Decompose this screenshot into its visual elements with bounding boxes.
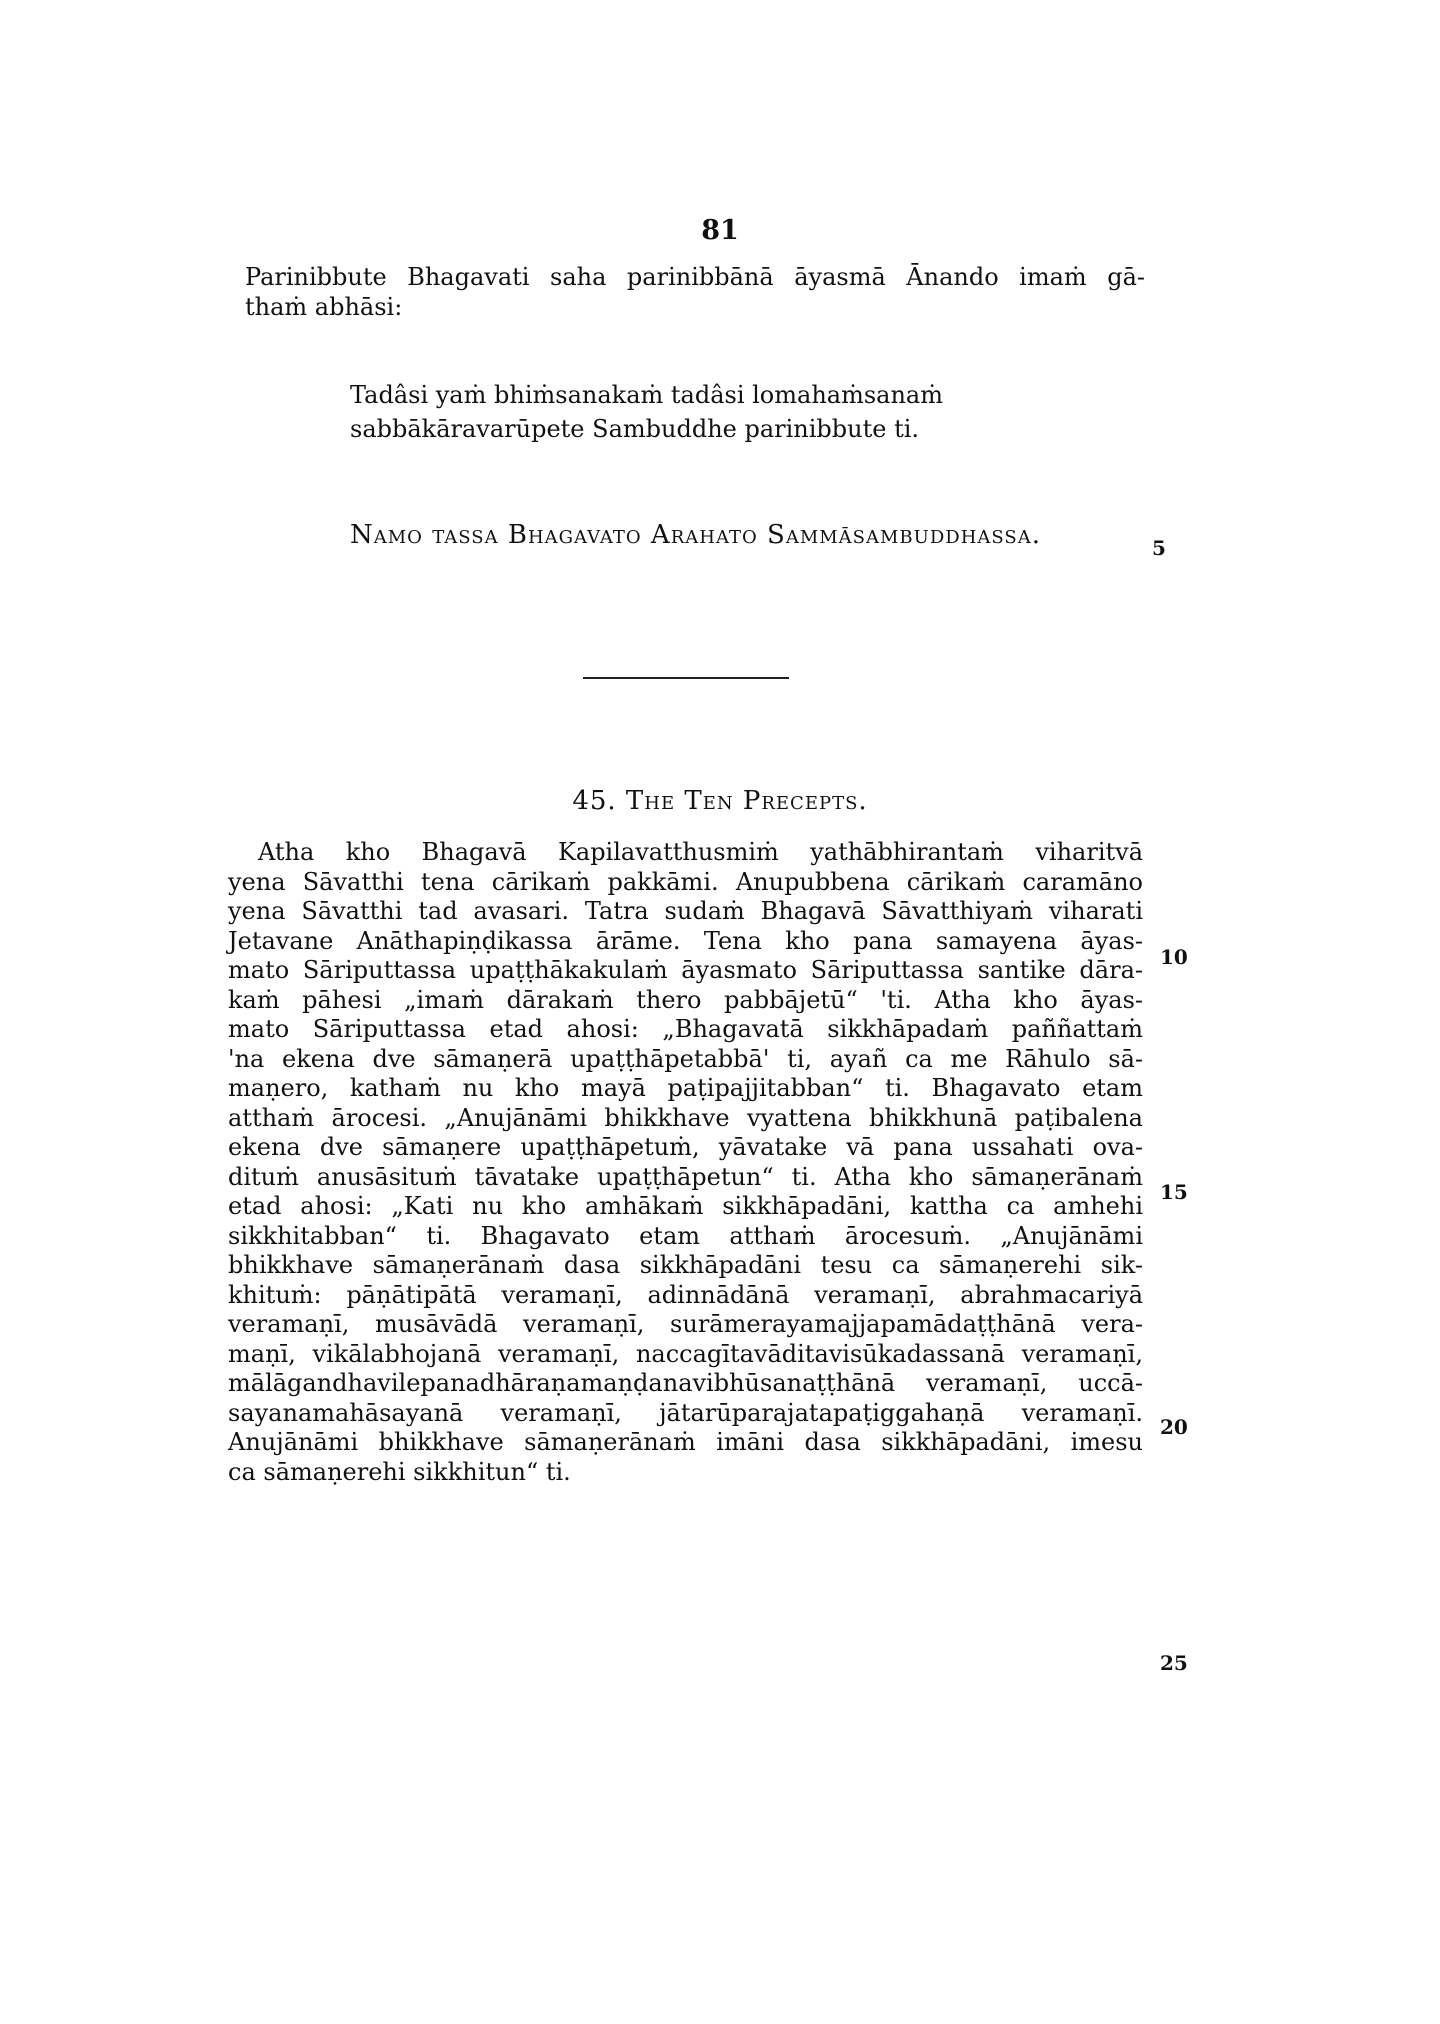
verse-line: sabbākāravarūpete Sambuddhe parinibbute ti. <box>350 415 920 443</box>
page-number: 81 <box>701 215 739 246</box>
body-paragraph <box>228 838 1143 1487</box>
body-line: Anujānāmi bhikkhave sāmaṇerānaṁ imāni dasa sikkhāpadāni, imesu <box>228 1428 1143 1456</box>
body-line: ca sāmaṇerehi sikkhitun“ ti. <box>228 1457 571 1486</box>
body-line: veramaṇī, musāvādā veramaṇī, surāmerayamajjapamādaṭṭhānā vera- <box>228 1310 1143 1338</box>
intro-paragraph <box>245 262 1145 322</box>
body-line: mālāgandhavilepanadhāraṇamaṇḍanavibhūsanaṭṭhānā veramaṇī, uccā- <box>228 1369 1143 1397</box>
line-number-20: 20 <box>1160 1415 1188 1439</box>
body-line: yena Sāvatthi tad avasari. Tatra sudaṁ Bhagavā Sāvatthiyaṁ viharati <box>228 897 1143 925</box>
line-number-5: 5 <box>1152 536 1166 560</box>
intro-line: thaṁ abhāsi: <box>245 293 403 321</box>
body-line: yena Sāvatthi tena cārikaṁ pakkāmi. Anupubbena cārikaṁ caramāno <box>228 867 1143 896</box>
body-line: 'na ekena dve sāmaṇerā upaṭṭhāpetabbā' ti, ayañ ca me Rāhulo sā- <box>228 1044 1143 1073</box>
intro-line: Parinibbute Bhagavati saha parinibbānā āyasmā Ānando imaṁ gā- <box>245 263 1145 291</box>
body-line: dituṁ anusāsituṁ tāvatake upaṭṭhāpetun“ ti. Atha kho sāmaṇerānaṁ <box>228 1162 1143 1191</box>
body-line: sayanamahāsayanā veramaṇī, jātarūparajatapaṭiggahaṇā veramaṇī. <box>228 1398 1143 1427</box>
body-line: maṇero, kathaṁ nu kho mayā paṭipajjitabban“ ti. Bhagavato etam <box>228 1074 1143 1102</box>
body-line: Jetavane Anāthapiṇḍikassa ārāme. Tena kho pana samayena āyas- <box>228 926 1143 955</box>
line-number-10: 10 <box>1160 945 1188 969</box>
body-line: Atha kho Bhagavā Kapilavatthusmiṁ yathābhirantaṁ viharitvā <box>258 838 1143 866</box>
section-divider <box>583 677 789 679</box>
section-heading: 45. The Ten Precepts. <box>572 786 868 816</box>
body-line: etad ahosi: „Kati nu kho amhākaṁ sikkhāpadāni, kattha ca amhehi <box>228 1192 1143 1220</box>
body-line: mato Sāriputtassa etad ahosi: „Bhagavatā sikkhāpadaṁ paññattaṁ <box>228 1015 1143 1043</box>
body-line: bhikkhave sāmaṇerānaṁ dasa sikkhāpadāni tesu ca sāmaṇerehi sik- <box>228 1251 1143 1279</box>
body-line: kaṁ pāhesi „imaṁ dārakaṁ thero pabbājetū“ 'ti. Atha kho āyas- <box>228 985 1143 1014</box>
line-number-15: 15 <box>1160 1180 1188 1204</box>
verse-line: Tadâsi yaṁ bhiṁsanakaṁ tadâsi lomahaṁsanaṁ <box>350 381 943 409</box>
body-line: atthaṁ ārocesi. „Anujānāmi bhikkhave vyattena bhikkhunā paṭibalena <box>228 1103 1143 1132</box>
homage-line: Namo tassa Bhagavato Arahato Sammāsambuddhassa. <box>350 520 1041 550</box>
body-line: sikkhitabban“ ti. Bhagavato etam atthaṁ ārocesuṁ. „Anujānāmi <box>228 1221 1143 1250</box>
line-number-25: 25 <box>1160 1651 1188 1675</box>
body-line: mato Sāriputtassa upaṭṭhākakulaṁ āyasmato Sāriputtassa santike dāra- <box>228 956 1143 984</box>
body-line: ekena dve sāmaṇere upaṭṭhāpetuṁ, yāvatake vā pana ussahati ova- <box>228 1133 1143 1161</box>
body-line: khituṁ: pāṇātipātā veramaṇī, adinnādānā veramaṇī, abrahmacariyā <box>228 1280 1143 1309</box>
verse <box>350 378 943 446</box>
body-line: maṇī, vikālabhojanā veramaṇī, naccagītavāditavisūkadassanā veramaṇī, <box>228 1339 1143 1368</box>
